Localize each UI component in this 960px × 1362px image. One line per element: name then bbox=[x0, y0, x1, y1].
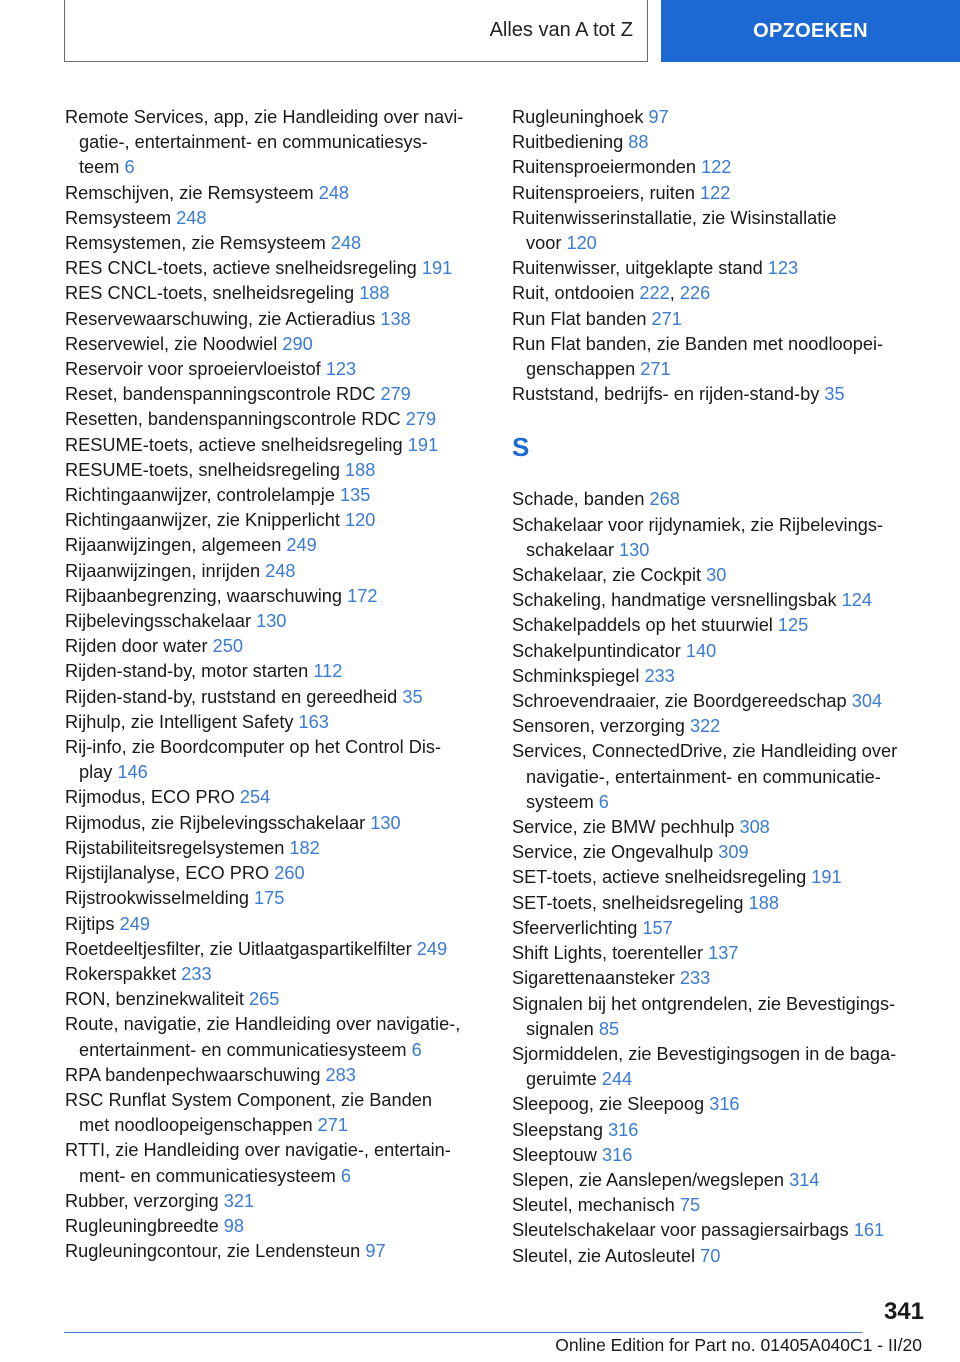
page-link[interactable]: 35 bbox=[824, 384, 845, 405]
entry-text: SET-toets, snelheidsregeling bbox=[512, 892, 744, 913]
index-entry bbox=[65, 533, 485, 558]
page-link[interactable]: 137 bbox=[708, 943, 739, 964]
entry-text: Rijden-stand-by, motor starten bbox=[65, 661, 309, 682]
entry-text: Rijaanwijzingen, inrijden bbox=[65, 560, 261, 581]
page-link[interactable]: 188 bbox=[345, 459, 376, 480]
page-link[interactable]: 244 bbox=[601, 1069, 633, 1090]
page-link[interactable]: 6 bbox=[124, 157, 135, 178]
page-link[interactable]: 120 bbox=[345, 510, 376, 531]
entry-text: Sfeerverlichting bbox=[512, 917, 638, 938]
index-entry bbox=[512, 714, 932, 739]
page-number: 341 bbox=[883, 1298, 924, 1325]
page-link[interactable]: 175 bbox=[254, 888, 285, 909]
page-link[interactable]: 304 bbox=[851, 691, 883, 712]
index-entry bbox=[65, 307, 485, 332]
index-entry bbox=[512, 1193, 932, 1218]
entry-text: RES CNCL-toets, snelheidsregeling bbox=[65, 283, 355, 304]
index-entry bbox=[512, 815, 932, 840]
entry-text: Remsystemen, zie Remsysteem bbox=[65, 233, 326, 254]
page-link[interactable]: 130 bbox=[619, 539, 650, 560]
index-entry bbox=[65, 181, 485, 206]
index-entry bbox=[512, 689, 932, 714]
entry-text: Ruitbediening bbox=[512, 132, 624, 153]
index-column-left bbox=[65, 105, 485, 1264]
entry-text: RON, benzinekwaliteit bbox=[65, 989, 244, 1010]
index-entry bbox=[512, 588, 932, 613]
page-link[interactable]: 140 bbox=[685, 640, 717, 661]
page-link[interactable]: 30 bbox=[706, 565, 727, 586]
index-entry bbox=[65, 332, 485, 357]
index-entry bbox=[65, 1088, 485, 1138]
entry-text: Reservoir voor sproeiervloeistof bbox=[65, 359, 321, 380]
index-entry bbox=[65, 1012, 485, 1062]
page-link[interactable]: 135 bbox=[339, 485, 371, 506]
page-link[interactable]: 233 bbox=[679, 968, 711, 989]
index-entry bbox=[65, 357, 485, 382]
page-link[interactable]: 157 bbox=[642, 917, 673, 938]
index-entry bbox=[512, 1143, 932, 1168]
entry-text: RSC Runflat System Component, zie Banden bbox=[65, 1089, 432, 1110]
index-entry bbox=[512, 130, 932, 155]
entry-text: Rokerspakket bbox=[65, 963, 177, 984]
entry-text: Rijtips bbox=[65, 913, 115, 934]
entry-text: Schakelaar, zie Cockpit bbox=[512, 565, 702, 586]
index-entry bbox=[65, 1138, 485, 1188]
index-entry bbox=[65, 508, 485, 533]
index-entry bbox=[65, 987, 485, 1012]
index-entry bbox=[512, 307, 932, 332]
entry-text: Rugleuningcontour, zie Lendensteun bbox=[65, 1241, 361, 1262]
index-entry bbox=[65, 634, 485, 659]
index-entry bbox=[512, 613, 932, 638]
index-entry bbox=[512, 1244, 932, 1269]
page-link[interactable]: 260 bbox=[274, 863, 305, 884]
entry-text: RES CNCL-toets, actieve snelheidsregeling bbox=[65, 258, 417, 279]
entry-text: Signalen bij het ontgrendelen, zie Bevestigings- bbox=[512, 993, 896, 1014]
page-link[interactable]: 322 bbox=[689, 716, 721, 737]
page-link[interactable]: 6 bbox=[411, 1039, 422, 1060]
page-link[interactable]: 112 bbox=[313, 661, 343, 682]
page-link[interactable]: 268 bbox=[649, 489, 680, 510]
section-tab-label: Alles van A tot Z bbox=[489, 19, 633, 41]
entry-text: Richtingaanwijzer, zie Knipperlicht bbox=[65, 510, 340, 531]
index-entry bbox=[512, 332, 932, 382]
page-link[interactable]: 123 bbox=[325, 359, 357, 380]
entry-text: teem bbox=[79, 157, 120, 178]
entry-text: Ruitensproeiermonden bbox=[512, 157, 697, 178]
index-entry bbox=[65, 407, 485, 432]
entry-text: Run Flat banden bbox=[512, 308, 647, 329]
entry-text: Rijaanwijzingen, algemeen bbox=[65, 535, 282, 556]
index-entry bbox=[65, 937, 485, 962]
entry-text: geruimte bbox=[526, 1069, 597, 1090]
entry-text: Rijbaanbegrenzing, waarschuwing bbox=[65, 585, 343, 606]
index-entry bbox=[512, 155, 932, 180]
page-link[interactable]: 290 bbox=[282, 333, 313, 354]
page-link[interactable]: 130 bbox=[256, 611, 287, 632]
index-entry bbox=[65, 433, 485, 458]
index-entry bbox=[512, 966, 932, 991]
index-entry bbox=[65, 659, 485, 684]
entry-text: voor bbox=[526, 233, 562, 254]
index-entry bbox=[512, 916, 932, 941]
footer-divider bbox=[64, 1332, 862, 1333]
page-link[interactable]: 233 bbox=[181, 963, 212, 984]
entry-text: Sleutel, mechanisch bbox=[512, 1195, 675, 1216]
index-entry bbox=[65, 785, 485, 810]
page-link[interactable]: 161 bbox=[853, 1220, 885, 1241]
entry-text: Rijbelevingsschakelaar bbox=[65, 611, 252, 632]
index-entry bbox=[65, 609, 485, 634]
index-entry bbox=[65, 811, 485, 836]
index-entry bbox=[512, 891, 932, 916]
entry-text: Reservewiel, zie Noodwiel bbox=[65, 333, 278, 354]
page-link[interactable]: 120 bbox=[566, 233, 597, 254]
page-link[interactable]: 249 bbox=[416, 938, 448, 959]
entry-text: Remschijven, zie Remsysteem bbox=[65, 182, 314, 203]
page-link[interactable]: 172 bbox=[347, 585, 378, 606]
entry-text: Rijstrookwisselmelding bbox=[65, 888, 249, 909]
entry-text: Rijstabiliteitsregelsystemen bbox=[65, 837, 285, 858]
index-entry bbox=[65, 710, 485, 735]
entry-text: Schakelpuntindicator bbox=[512, 640, 681, 661]
page-link[interactable]: 138 bbox=[380, 308, 411, 329]
entry-text: Richtingaanwijzer, controlelampje bbox=[65, 485, 335, 506]
entry-text: Sensoren, verzorging bbox=[512, 716, 685, 737]
index-entry bbox=[512, 992, 932, 1042]
index-entry bbox=[512, 563, 932, 588]
entry-text: Rijmodus, zie Rijbelevingsschakelaar bbox=[65, 812, 366, 833]
index-group-s bbox=[512, 487, 932, 1268]
index-entry bbox=[512, 206, 932, 256]
opzoeken-label: OPZOEKEN bbox=[753, 19, 868, 42]
entry-text: Slepen, zie Aanslepen/wegslepen bbox=[512, 1169, 785, 1190]
page-link[interactable]: 248 bbox=[318, 182, 350, 203]
page-link[interactable]: 233 bbox=[644, 665, 675, 686]
page-link[interactable]: 248 bbox=[330, 233, 362, 254]
entry-text: RPA bandenpechwaarschuwing bbox=[65, 1064, 321, 1085]
entry-text: Sleutelschakelaar voor passagiersairbags bbox=[512, 1220, 849, 1241]
index-entry bbox=[512, 941, 932, 966]
page-link[interactable]: 271 bbox=[317, 1115, 349, 1136]
index-entry bbox=[65, 256, 485, 281]
page-link[interactable]: 265 bbox=[248, 989, 280, 1010]
index-entry bbox=[65, 1063, 485, 1088]
page-link[interactable]: 309 bbox=[718, 842, 749, 863]
entry-text: Schakeling, handmatige versnellingsbak bbox=[512, 590, 837, 611]
index-entry bbox=[65, 584, 485, 609]
index-entry bbox=[512, 639, 932, 664]
page-link[interactable]: 6 bbox=[598, 791, 609, 812]
entry-text: Remsysteem bbox=[65, 207, 172, 228]
index-entry bbox=[65, 886, 485, 911]
index-entry bbox=[512, 865, 932, 890]
entry-text: ment- en communicatiesysteem bbox=[79, 1165, 336, 1186]
page-link[interactable]: 248 bbox=[176, 207, 207, 228]
index-entry bbox=[512, 487, 932, 512]
page-link[interactable]: 248 bbox=[265, 560, 296, 581]
index-entry bbox=[65, 1239, 485, 1264]
index-entry bbox=[65, 1214, 485, 1239]
page-link[interactable]: 85 bbox=[598, 1018, 620, 1039]
index-entry bbox=[512, 1042, 932, 1092]
entry-text: Sjormiddelen, zie Bevestigingsogen in de baga- bbox=[512, 1043, 897, 1064]
entry-text: Ruststand, bedrijfs- en rijden-stand-by bbox=[512, 384, 820, 405]
page-link[interactable]: 250 bbox=[212, 636, 243, 657]
index-entry bbox=[512, 1168, 932, 1193]
index-entry bbox=[65, 458, 485, 483]
index-entry bbox=[512, 1118, 932, 1143]
entry-text: Run Flat banden, zie Banden met noodloopei- bbox=[512, 333, 884, 354]
page-link[interactable]: 98 bbox=[223, 1215, 245, 1236]
page-link[interactable]: 188 bbox=[359, 283, 390, 304]
entry-text: systeem bbox=[526, 791, 594, 812]
page-link[interactable]: 254 bbox=[239, 787, 271, 808]
index-entry bbox=[65, 105, 485, 181]
index-entry bbox=[65, 962, 485, 987]
page-link[interactable]: 97 bbox=[365, 1241, 386, 1262]
page-link[interactable]: 316 bbox=[602, 1144, 633, 1165]
entry-text: Shift Lights, toerenteller bbox=[512, 943, 704, 964]
index-entry bbox=[65, 231, 485, 256]
page-link[interactable]: 191 bbox=[811, 867, 842, 888]
entry-text: Reset, bandenspanningscontrole RDC bbox=[65, 384, 376, 405]
page-link[interactable]: 279 bbox=[405, 409, 437, 430]
entry-text: Rij-info, zie Boordcomputer op het Control Dis- bbox=[65, 737, 442, 758]
index-entry bbox=[65, 559, 485, 584]
section-tab[interactable] bbox=[64, 0, 648, 62]
page-link[interactable]: 271 bbox=[640, 359, 671, 380]
page-link[interactable]: 97 bbox=[648, 107, 669, 127]
index-entry bbox=[65, 1189, 485, 1214]
page-link[interactable]: 125 bbox=[777, 615, 809, 636]
entry-text: Schade, banden bbox=[512, 489, 645, 510]
entry-text: Schroevendraaier, zie Boordgereedschap bbox=[512, 691, 847, 712]
entry-text: met noodloopeigenschappen bbox=[79, 1115, 313, 1136]
page-link[interactable]: 70 bbox=[700, 1245, 721, 1266]
index-entry bbox=[65, 836, 485, 861]
entry-text: Rugleuninghoek bbox=[512, 107, 644, 127]
page-link[interactable]: 182 bbox=[289, 837, 320, 858]
page-link[interactable]: 314 bbox=[789, 1169, 820, 1190]
entry-text: Ruitensproeiers, ruiten bbox=[512, 182, 695, 203]
entry-text: Remote Services, app, zie Handleiding over navi- bbox=[65, 107, 464, 127]
index-column-right bbox=[512, 105, 932, 1269]
entry-text: entertainment- en communicatiesysteem bbox=[79, 1039, 407, 1060]
page-link[interactable]: 316 bbox=[608, 1119, 639, 1140]
entry-text: Rijden door water bbox=[65, 636, 208, 657]
entry-text: Schminkspiegel bbox=[512, 665, 640, 686]
entry-text: Ruitenwisser, uitgeklapte stand bbox=[512, 258, 763, 279]
entry-text: Rugleuningbreedte bbox=[65, 1215, 219, 1236]
entry-text: Rijden-stand-by, ruststand en gereedheid bbox=[65, 686, 398, 707]
entry-text: Rijhulp, zie Intelligent Safety bbox=[65, 711, 294, 732]
entry-text: RESUME-toets, snelheidsregeling bbox=[65, 459, 340, 480]
page-link[interactable]: 6 bbox=[340, 1165, 351, 1186]
index-entry bbox=[65, 483, 485, 508]
entry-text: Resetten, bandenspanningscontrole RDC bbox=[65, 409, 401, 430]
page-link[interactable]: 316 bbox=[709, 1094, 740, 1115]
page-link[interactable]: 226 bbox=[679, 283, 711, 304]
page-link[interactable]: 188 bbox=[748, 892, 779, 913]
entry-text: Service, zie Ongevalhulp bbox=[512, 842, 714, 863]
index-entry bbox=[512, 664, 932, 689]
entry-text: Sleutel, zie Autosleutel bbox=[512, 1245, 696, 1266]
entry-text: Schakelpaddels op het stuurwiel bbox=[512, 615, 773, 636]
page-link[interactable]: 75 bbox=[679, 1195, 701, 1216]
entry-text: Sleeptouw bbox=[512, 1144, 597, 1165]
entry-text: navigatie-, entertainment- en communicatie- bbox=[526, 766, 881, 787]
index-entry: Ruit, ontdooien 222, 226 bbox=[512, 283, 711, 304]
entry-text: Sleepstang bbox=[512, 1119, 604, 1140]
footer-edition: Online Edition for Part no. 01405A040C1 - II/20 bbox=[555, 1335, 922, 1355]
page-link[interactable]: 146 bbox=[117, 762, 148, 783]
index-entry bbox=[512, 105, 932, 130]
entry-text: RTTI, zie Handleiding over navigatie-, entertain- bbox=[65, 1140, 451, 1161]
page-link[interactable]: 130 bbox=[370, 812, 401, 833]
entry-text: RESUME-toets, actieve snelheidsregeling bbox=[65, 434, 403, 455]
entry-text: Route, navigatie, zie Handleiding over navigatie-, bbox=[65, 1014, 461, 1035]
page-link[interactable]: 124 bbox=[841, 590, 872, 611]
entry-text: gatie-, entertainment- en communicatiesys- bbox=[79, 132, 428, 153]
index-entry bbox=[65, 912, 485, 937]
index-entry bbox=[512, 739, 932, 815]
index-entry bbox=[65, 861, 485, 886]
index-entry bbox=[512, 256, 932, 281]
index-entry bbox=[65, 735, 485, 785]
page-link[interactable]: 249 bbox=[286, 535, 317, 556]
entry-text: SET-toets, actieve snelheidsregeling bbox=[512, 867, 807, 888]
entry-text: Services, ConnectedDrive, zie Handleiding over bbox=[512, 741, 898, 762]
index-entry bbox=[512, 840, 932, 865]
page-link[interactable]: 271 bbox=[651, 308, 682, 329]
page-link[interactable]: 88 bbox=[628, 132, 649, 153]
index-entry bbox=[65, 281, 485, 306]
index-entry bbox=[65, 206, 485, 231]
index-entry bbox=[512, 1218, 932, 1243]
page-link[interactable]: 308 bbox=[739, 817, 770, 838]
page-link[interactable]: 321 bbox=[223, 1190, 255, 1211]
page-link[interactable]: 191 bbox=[421, 258, 453, 279]
section-letter: S bbox=[512, 432, 530, 463]
entry-text: Reservewaarschuwing, zie Actieradius bbox=[65, 308, 376, 329]
entry-text: play bbox=[79, 762, 113, 783]
entry-text: genschappen bbox=[526, 359, 636, 380]
entry-text: Ruit, ontdooien bbox=[512, 283, 635, 304]
page-header bbox=[0, 0, 960, 66]
entry-text: Ruitenwisserinstallatie, zie Wisinstallatie bbox=[512, 207, 837, 228]
entry-text: Rubber, verzorging bbox=[65, 1190, 219, 1211]
index-group-r bbox=[512, 105, 932, 407]
page-link[interactable]: 191 bbox=[407, 434, 439, 455]
page-link[interactable]: 249 bbox=[119, 913, 150, 934]
entry-text: Rijstijlanalyse, ECO PRO bbox=[65, 863, 270, 884]
index-entry bbox=[65, 382, 485, 407]
entry-text: Sigarettenaansteker bbox=[512, 968, 675, 989]
index-entry bbox=[65, 685, 485, 710]
entry-text: Roetdeeltjesfilter, zie Uitlaatgaspartikelfilter bbox=[65, 938, 412, 959]
index-entry bbox=[512, 513, 932, 563]
page-link[interactable]: 35 bbox=[402, 686, 423, 707]
page-link[interactable]: 222 bbox=[639, 283, 670, 304]
index-entry bbox=[512, 382, 932, 407]
page-link[interactable]: 123 bbox=[767, 258, 799, 279]
entry-text: schakelaar bbox=[526, 539, 614, 560]
page-link[interactable]: 283 bbox=[325, 1064, 356, 1085]
page-link[interactable]: 122 bbox=[700, 182, 731, 203]
entry-text: Service, zie BMW pechhulp bbox=[512, 817, 735, 838]
entry-text: signalen bbox=[526, 1018, 594, 1039]
page-link[interactable]: 279 bbox=[380, 384, 411, 405]
page-link[interactable]: 163 bbox=[298, 711, 329, 732]
entry-text: Sleepoog, zie Sleepoog bbox=[512, 1094, 705, 1115]
page-link[interactable]: 122 bbox=[701, 157, 732, 178]
index-entry bbox=[512, 181, 932, 206]
opzoeken-button[interactable] bbox=[661, 0, 960, 62]
index-entry bbox=[512, 1092, 932, 1117]
entry-text: Rijmodus, ECO PRO bbox=[65, 787, 235, 808]
entry-text: Schakelaar voor rijdynamiek, zie Rijbelevings- bbox=[512, 514, 883, 535]
